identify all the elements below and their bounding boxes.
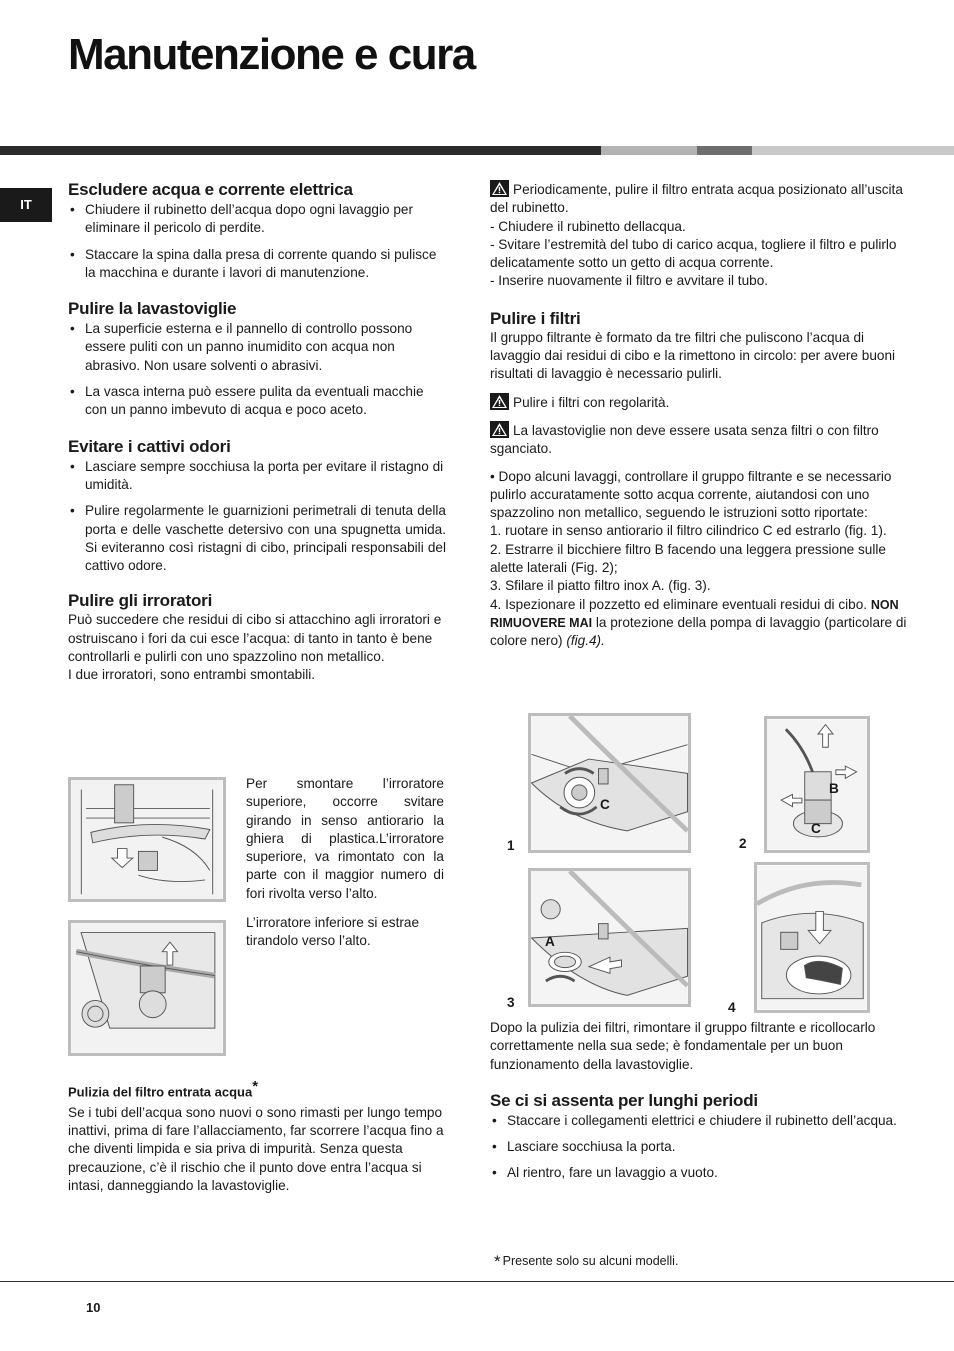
asterisk: * bbox=[252, 1078, 259, 1095]
list-item: • Chiudere il rubinetto dell’acqua dopo ogni lavaggio per eliminare il pericolo di perdite. bbox=[68, 201, 446, 238]
section-heading-filters: Pulire i filtri bbox=[490, 308, 581, 328]
filter-step-4 bbox=[490, 596, 908, 651]
inlet-filter-para: Se i tubi dell’acqua sono nuovi o sono rimasti per lungo tempo inattivi, prima di fare l’allacciamento, far scorrere l’acqua fino a che diventi limpida e sia priva di impurità. Senza questa precauzione, c’è il rischio che il punto dove entra l’acqua si intasi, danneggiando la lavastoviglie. bbox=[68, 1104, 444, 1193]
language-tab: IT bbox=[0, 188, 52, 222]
upper-sprayer-text: Per smontare l’irroratore superiore, occorre svitare girando in senso antiorario la ghiera di plastica.L’irroratore superiore, va rimontato con la parte con il maggior numero di fori rivolta verso l’alto. bbox=[246, 776, 444, 901]
warning-icon bbox=[490, 393, 509, 410]
figure-number-3: 3 bbox=[507, 995, 515, 1010]
warning-text: Pulire i filtri con regolarità. bbox=[513, 394, 670, 410]
step4-text: 4. Ispezionare il pozzetto ed eliminare eventuali residui di cibo. bbox=[490, 596, 868, 612]
lower-sprayer-text: L’irroratore inferiore si estrae tirandolo verso l’alto. bbox=[246, 915, 420, 949]
sprayers-para: Può succedere che residui di cibo si attacchino agli irroratori e ostruiscano i fori da cui esce l’acqua: di tanto in tanto è bene controllarli e pulirli con uno spazzolino non metallico. bbox=[68, 612, 442, 665]
filters-instructions: • Dopo alcuni lavaggi, controllare il gruppo filtrante e se necessario pulirlo accuratamente sotto acqua corrente, aiutandosi con uno spazzolino non metallico, seguendo le istruzioni sotto riportate: bbox=[490, 468, 892, 521]
list-odors bbox=[68, 458, 446, 576]
upper-sprayer-illustration bbox=[71, 780, 223, 899]
footnote-text: Presente solo su alcuni modelli. bbox=[502, 1254, 679, 1268]
warning-nofilter bbox=[490, 421, 908, 459]
warning-regular bbox=[490, 393, 908, 412]
intro-step: - Svitare l’estremità del tubo di carico acqua, togliere il filtro e pulirlo delicatamente sotto un getto di acqua corrente. bbox=[490, 236, 897, 271]
filter-step-3: 3. Sfilare il piatto filtro inox A. (fig. 3). bbox=[490, 578, 711, 594]
list-item: • Pulire regolarmente le guarnizioni perimetrali di tenuta della porta e delle vaschette detersivo con una spugnetta umida. Si eviteranno così ristagni di cibo, principali responsabili del cattivo odore. bbox=[68, 502, 446, 575]
after-figures bbox=[490, 1019, 908, 1191]
warning-text: La lavastoviglie non deve essere usata senza filtri o con filtro sganciato. bbox=[490, 422, 879, 457]
filter-figure-4 bbox=[754, 862, 870, 1013]
footnote-asterisk: * bbox=[494, 1252, 501, 1271]
list-item: • Lasciare socchiusa la porta. bbox=[490, 1138, 908, 1156]
intro-step: - Chiudere il rubinetto dellacqua. bbox=[490, 218, 686, 234]
page-number: 10 bbox=[86, 1300, 101, 1315]
list-clean bbox=[68, 320, 446, 419]
filter-step4-illustration bbox=[757, 865, 867, 1010]
header-bar-dark bbox=[0, 146, 601, 155]
footnote bbox=[494, 1252, 678, 1272]
step4-figref: (fig.4). bbox=[566, 633, 605, 649]
header-bar-pale bbox=[752, 146, 954, 155]
section-heading-inlet-filter bbox=[68, 1078, 446, 1102]
header-bar-mid bbox=[697, 146, 752, 155]
section-heading-odors: Evitare i cattivi odori bbox=[68, 436, 231, 456]
list-disconnect bbox=[68, 201, 446, 282]
list-item: • Al rientro, fare un lavaggio a vuoto. bbox=[490, 1164, 908, 1182]
figure-label-a: A bbox=[545, 934, 555, 949]
figure-number-4: 4 bbox=[728, 1000, 736, 1015]
figure-label-c: C bbox=[600, 797, 610, 812]
list-item: • Staccare la spina dalla presa di corrente quando si pulisce la macchina e durante i lavori di manutenzione. bbox=[68, 246, 446, 283]
filters-para: Il gruppo filtrante è formato da tre filtri che puliscono l’acqua di lavaggio dai residui di cibo e la rimettono in circolo: per avere buoni risultati di lavaggio è necessario pulirli. bbox=[490, 329, 896, 382]
figure-number-2: 2 bbox=[739, 836, 747, 851]
intro-text: Periodicamente, pulire il filtro entrata acqua posizionato all’uscita del rubinetto. bbox=[490, 182, 903, 216]
intro-step: - Inserire nuovamente il filtro e avvitare il tubo. bbox=[490, 273, 769, 289]
upper-sprayer-figure bbox=[68, 777, 226, 902]
lower-sprayer-illustration bbox=[71, 923, 223, 1053]
step4-warning: NON RIMUOVERE MAI bbox=[490, 597, 899, 630]
list-item: • La superficie esterna e il pannello di controllo possono essere puliti con un panno inumidito con acqua non abrasivo. Non usare solventi o abrasivi. bbox=[68, 320, 446, 375]
left-column bbox=[68, 180, 446, 685]
list-item: • La vasca interna può essere pulita da eventuali macchie con un panno imbevuto di acqua e poco aceto. bbox=[68, 383, 446, 420]
list-item: • Lasciare sempre socchiusa la porta per evitare il ristagno di umidità. bbox=[68, 458, 446, 495]
section-heading-clean: Pulire la lavastoviglie bbox=[68, 299, 237, 319]
sprayers-para2: I due irroratori, sono entrambi smontabili. bbox=[68, 667, 316, 683]
lower-sprayer-figure bbox=[68, 920, 226, 1056]
list-item: • Staccare i collegamenti elettrici e chiudere il rubinetto dell’acqua. bbox=[490, 1112, 908, 1130]
list-away bbox=[490, 1112, 908, 1183]
warning-icon bbox=[490, 421, 509, 438]
right-column bbox=[490, 180, 908, 651]
section-heading-sprayers: Pulire gli irroratori bbox=[68, 591, 213, 611]
intro-para bbox=[490, 180, 908, 218]
filter-step1-illustration bbox=[531, 716, 688, 850]
after-para: Dopo la pulizia dei filtri, rimontare il gruppo filtrante e ricollocarlo correttamente nella sua sede; è fondamentale per un buon funzionamento della lavastoviglie. bbox=[490, 1020, 876, 1072]
filter-step-1: 1. ruotare in senso antiorario il filtro cilindrico C ed estrarlo (fig. 1). bbox=[490, 523, 887, 539]
page-title: Manutenzione e cura bbox=[68, 30, 475, 79]
figure-number-1: 1 bbox=[507, 838, 515, 853]
figure-label-b: B bbox=[829, 781, 839, 796]
inlet-filter-section bbox=[68, 1078, 446, 1195]
section-heading-disconnect: Escludere acqua e corrente elettrica bbox=[68, 180, 353, 199]
section-heading-away: Se ci si assenta per lunghi periodi bbox=[490, 1090, 758, 1110]
figure-label-c2: C bbox=[811, 821, 821, 836]
warning-icon bbox=[490, 180, 509, 197]
header-bar-light bbox=[601, 146, 697, 155]
filter-step-2: 2. Estrarre il bicchiere filtro B facendo una leggera pressione sulle alette laterali (Fig. 2); bbox=[490, 541, 886, 576]
filter-figure-1 bbox=[528, 713, 691, 853]
footer-rule bbox=[0, 1281, 954, 1282]
inlet-filter-heading-text: Pulizia del filtro entrata acqua bbox=[68, 1084, 253, 1100]
step4-text-cont: la protezione della pompa di lavaggio (particolare di colore nero) bbox=[490, 614, 907, 649]
